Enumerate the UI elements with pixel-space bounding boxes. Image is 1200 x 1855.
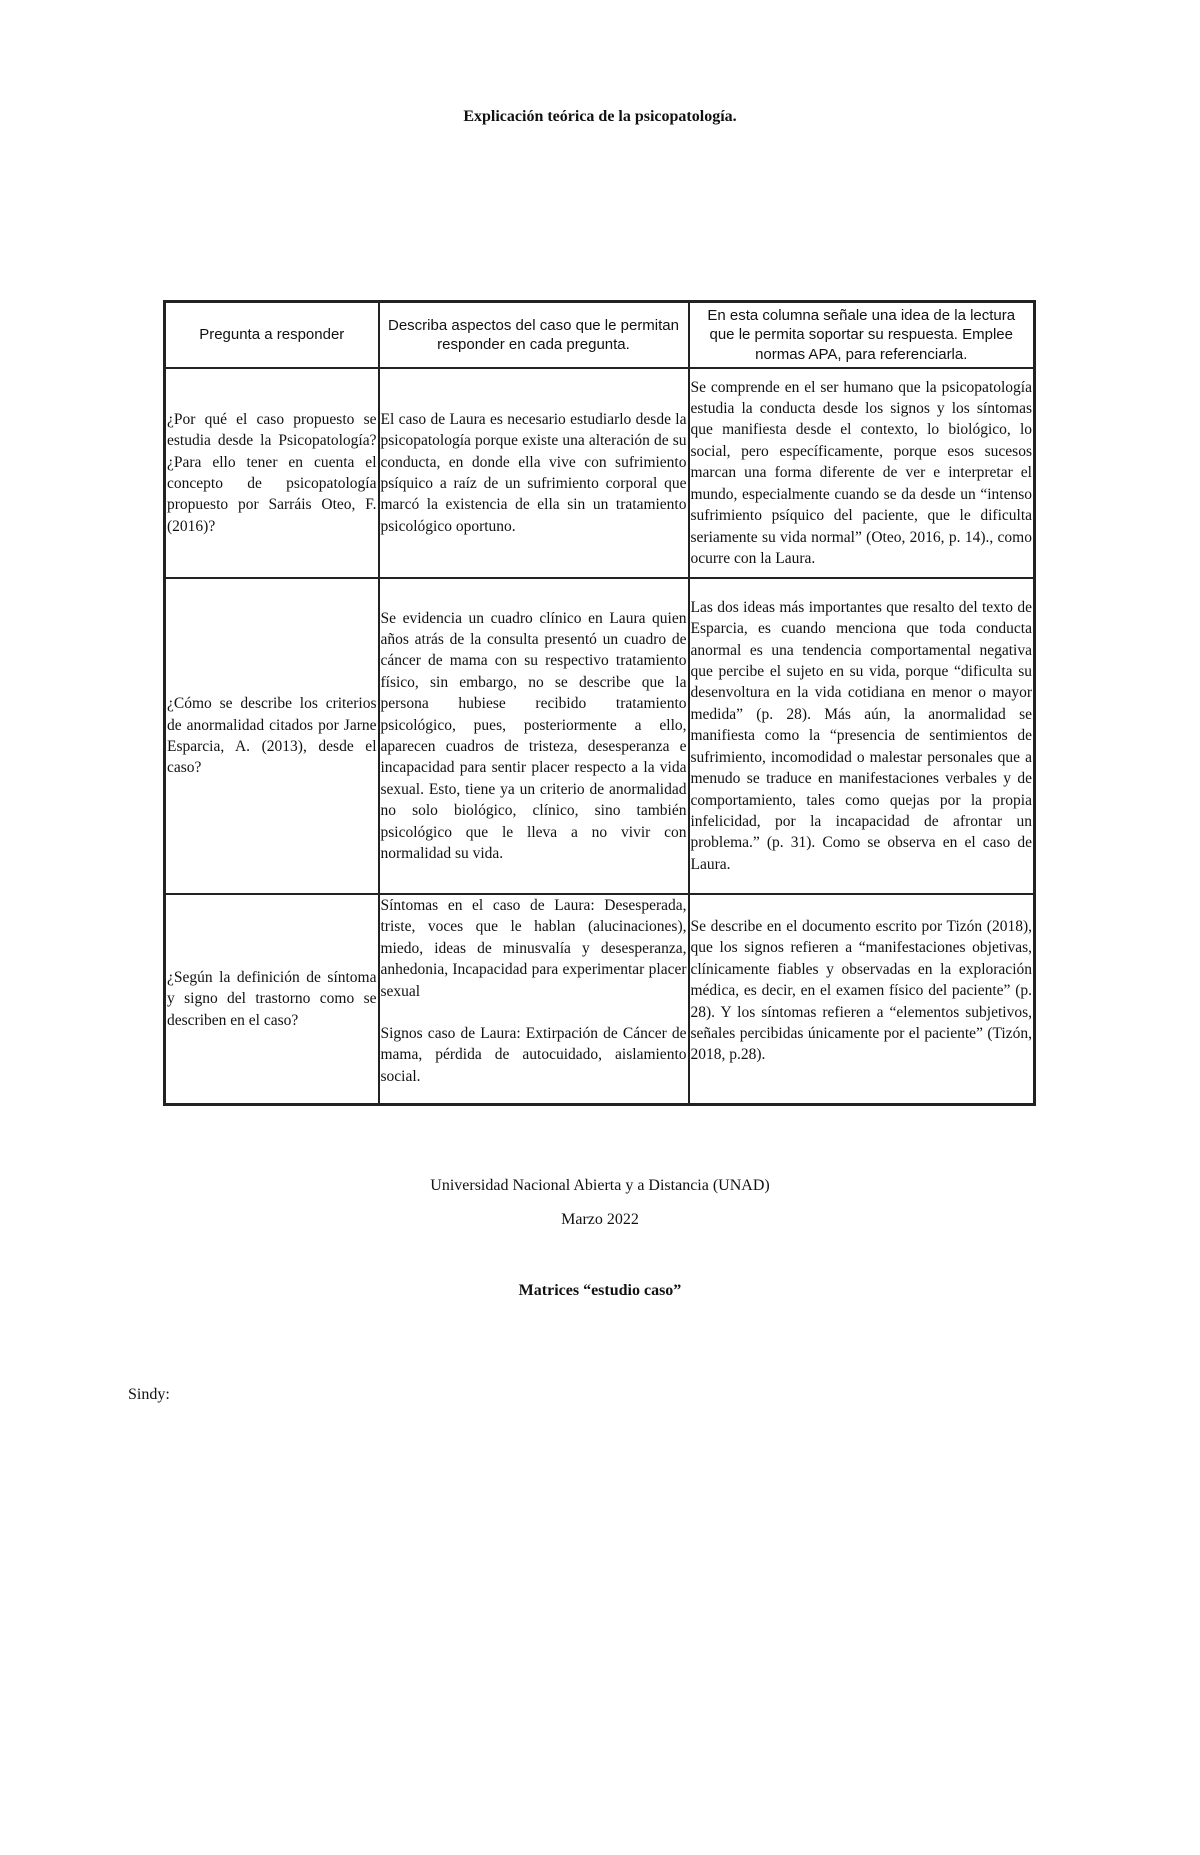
question-cell: ¿Cómo se describe los criterios de anormalidad citados por Jarne Esparcia, A. (2013), desde el caso? xyxy=(165,578,379,894)
question-cell: ¿Según la definición de síntoma y signo del trastorno como se describen en el caso? xyxy=(165,894,379,1105)
symptoms-paragraph: Síntomas en el caso de Laura: Desesperada, triste, voces que le hablan (alucinaciones), miedo, ideas de minusvalía y desesperanza, anhedonia, Incapacidad para experimentar placer sexual xyxy=(380,897,687,1000)
table-row xyxy=(165,368,1035,578)
support-cell xyxy=(689,894,1035,1105)
question-cell: ¿Por qué el caso propuesto se estudia desde la Psicopatología? ¿Para ello tener en cuenta el concepto de psicopatología propuesto por Sarráis Oteo, F. (2016)? xyxy=(165,368,379,578)
document-date: Marzo 2022 xyxy=(561,1211,639,1228)
table-row xyxy=(165,578,1035,894)
case-aspects-cell: El caso de Laura es necesario estudiarlo desde la psicopatología porque existe una alteración de su conducta, en donde ella vive con sufrimiento psíquico a raíz de un sufrimiento corporal que marcó la existencia de ella sin un tratamiento psicológico oportuno. xyxy=(379,368,689,578)
document-subtitle: Matrices “estudio caso” xyxy=(518,1282,682,1299)
case-aspects-cell xyxy=(379,894,689,1105)
header-question: Pregunta a responder xyxy=(165,302,379,369)
case-aspects-cell: Se evidencia un cuadro clínico en Laura quien años atrás de la consulta presentó un cuadro de cáncer de mama con su respectivo tratamiento físico, sin embargo, no se describe que la persona hubiese recibido tratamiento psicológico, pues, posteriormente a ello, aparecen cuadros de tristeza, desesperanza e incapacidad para sentir placer respecto a la vida sexual. Esto, tiene ya un criterio de anormalidad no solo biológico, clínico, sino también psicológico que le lleva a no vivir con normalidad su vida. xyxy=(379,578,689,894)
table-header-row xyxy=(165,302,1035,369)
signs-paragraph: Signos caso de Laura: Extirpación de Cáncer de mama, pérdida de autocuidado, aislamiento social. xyxy=(380,1025,687,1085)
table-row xyxy=(165,894,1035,1105)
page-title: Explicación teórica de la psicopatología. xyxy=(463,108,737,125)
header-support: En esta columna señale una idea de la lectura que le permita soportar su respuesta. Emplee normas APA, para referenciarla. xyxy=(689,302,1035,369)
author-label: Sindy: xyxy=(128,1386,170,1403)
support-cell: Se comprende en el ser humano que la psicopatología estudia la conducta desde los signos y los síntomas que manifiesta desde el contexto, lo biológico, lo social, pero específicamente, porque esos sucesos marcan una forma diferente de ver e interpretar el mundo, especialmente cuando se da desde un “intenso sufrimiento psíquico del paciente, que le dificulta seriamente su vida normal” (Oteo, 2016, p. 14)., como ocurre con la Laura. xyxy=(689,368,1035,578)
support-paragraph: Se describe en el documento escrito por Tizón (2018), que los signos refieren a “manifestaciones objetivas, clínicamente fiables y observadas en la exploración médica, es decir, en el examen físico del paciente” (p. 28). Y los síntomas refieren a “elementos subjetivos, señales percibidas únicamente por el paciente” (Tizón, 2018, p.28). xyxy=(690,918,1032,1064)
institution-name: Universidad Nacional Abierta y a Distancia (UNAD) xyxy=(430,1177,770,1194)
support-cell: Las dos ideas más importantes que resalto del texto de Esparcia, es cuando menciona que toda conducta anormal es una tendencia comportamental negativa que percibe el sujeto en su vida, porque “dificulta su desenvoltura en la vida cotidiana en menor o mayor medida” (p. 28). Más aún, la anormalidad se manifiesta como la “presencia de sentimientos de sufrimiento, incomodidad o malestar personales que a menudo se traduce en manifestaciones verbales y de comportamiento, tales como quejas por la propia infelicidad, por la incapacidad de afrontar un problema.” (p. 31). Como se observa en el caso de Laura. xyxy=(689,578,1035,894)
header-case-aspects: Describa aspectos del caso que le permitan responder en cada pregunta. xyxy=(379,302,689,369)
case-matrix-table xyxy=(163,300,1036,1106)
